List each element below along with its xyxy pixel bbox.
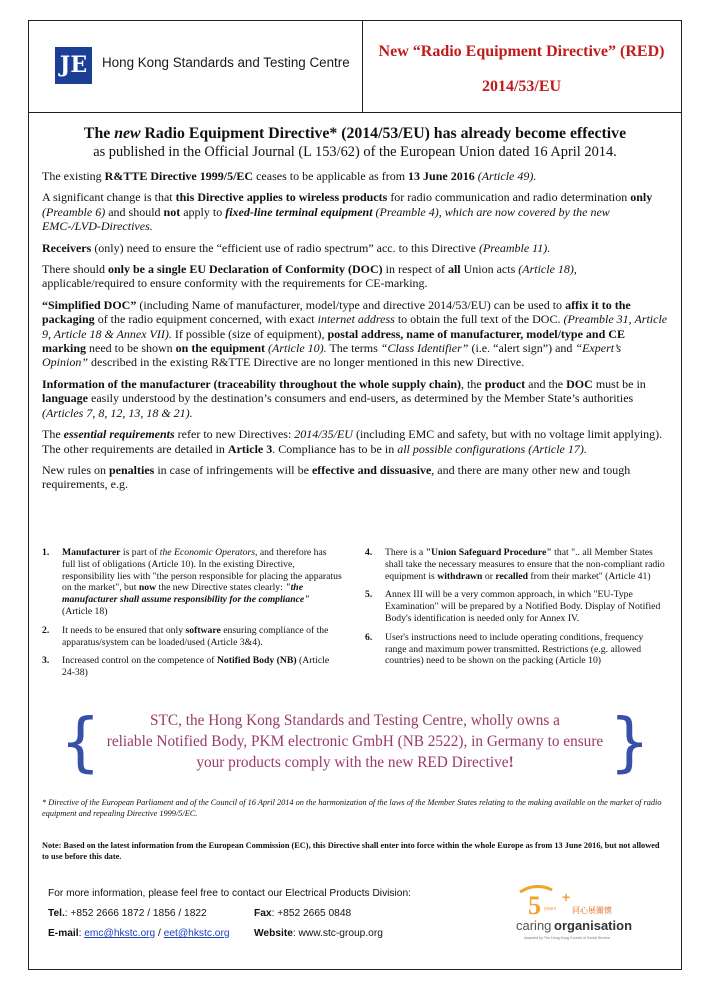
paragraph-rtte: The existing R&TTE Directive 1999/5/EC ceases to be applicable as from 13 June 2016 (Article 49).	[42, 169, 537, 183]
email-link-eet[interactable]: eet@hkstc.org	[163, 928, 230, 939]
paragraph-penalties: New rules on penalties in case of infringements will be effective and dissuasive, and there are many other new and tough requirements, e.g.	[42, 462, 631, 492]
org-name: Hong Kong Standards and Testing Centre	[102, 55, 350, 70]
contact-phone-row	[48, 904, 411, 924]
note: Note: Based on the latest information from the European Commission (EC), this Directive shall enter into force within the whole Europe as from 13 June 2016, but not allowed to use before this date.	[42, 841, 660, 861]
list-item: 1. Manufacturer is part of the Economic Operators, and therefore has full list of obligations (Article 10). In the existing Directive, responsibility lies with "the person responsible for placing the apparatus on the market", but now the new Directive states clearly: "the manufacturer shall assume responsibility for the compliance" (Article 18)	[42, 547, 342, 617]
email-link-emc[interactable]: emc@hkstc.org	[84, 928, 156, 939]
list-item: 2. It needs to be ensured that only software ensuring compliance of the apparatus/system can be loaded/used (Article 3&4).	[42, 624, 329, 648]
title-panel	[363, 20, 680, 112]
list-left-column	[42, 547, 342, 686]
footnote: * Directive of the European Parliament and of the Council of 16 April 2014 on the harmonization of the laws of the Member States relating to the making available on the market of radio equipment and repealing Directive 1999/5/EC.	[42, 798, 662, 818]
caring-organisation-logo	[512, 880, 652, 952]
stc-banner	[60, 708, 650, 778]
paragraph-scope: A significant change is that this Directive applies to wireless products for radio communication and radio determination only (Preamble 6) and should not apply to fixed-line terminal equipment (Preamble 4), which are now covered by the new EMC-/LVD-Directives.	[42, 190, 653, 234]
caring-word: caring	[516, 918, 552, 933]
years-label: years	[544, 906, 557, 912]
title-line-2: 2014/53/EU	[481, 78, 562, 95]
stc-banner-text: STC, the Hong Kong Standards and Testing Centre, wholly owns a reliable Notified Body, PKM electronic GmbH (NB 2522), in Germany to ensure your products comply with the new RED Directive!	[106, 712, 604, 771]
headline: The new Radio Equipment Directive* (2014/53/EU) has already become effective	[83, 125, 627, 142]
list-item: 5. Annex III will be a very common approach, in which "EU-Type Examination" will be prepared by a Notified Body. Display of Notified Body's identification is needed only for Annex IV.	[365, 589, 661, 624]
contact-intro: For more information, please feel free to contact our Electrical Products Division:	[48, 888, 411, 899]
right-brace-icon: }	[609, 706, 650, 780]
plus-sign: +	[562, 889, 571, 905]
contact-block	[48, 884, 411, 944]
chinese-label: 同心展關懷	[572, 906, 612, 915]
tel: Tel.: +852 2666 1872 / 1856 / 1822	[48, 908, 207, 919]
contact-email-row: E-mail: emc@hkstc.org / eet@hkstc.org Website: www.stc-group.org	[48, 924, 411, 944]
title-line-1: New “Radio Equipment Directive” (RED)	[378, 43, 665, 60]
headline-subtitle: as published in the Official Journal (L 153/62) of the European Union dated 16 April 2014.	[93, 144, 617, 160]
paragraph-doc: There should only be a single EU Declaration of Conformity (DOC) in respect of all Union acts (Article 18), applicable/required to ensure conformity with the requirements for CE-marking.	[42, 262, 577, 291]
paragraph-essential: The essential requirements refer to new Directives: 2014/35/EU (including EMC and safety, but with no voltage limit applying). The other requirements are detailed in Article 3. Compliance has to be in all possible configurations (Article 17).	[42, 427, 663, 456]
caring-tagline: Awarded by The Hong Kong Council of Social Service	[524, 936, 610, 940]
caring-logo-icon	[512, 880, 652, 952]
website: Website: www.stc-group.org	[254, 928, 383, 939]
paragraph-information: Information of the manufacturer (traceability throughout the whole supply chain), the product and the DOC must be in language easily understood by the destination’s consumers and end-users, as determined by the Member State’s authorities (Articles 7, 8, 12, 13, 18 & 21).	[42, 376, 646, 420]
list-item: 3. Increased control on the competence of Notified Body (NB) (Article 24-38)	[42, 655, 330, 679]
header	[28, 20, 682, 113]
list-item: 4. There is a "Union Safeguard Procedure" that ".. all Member States shall take the necessary measures to ensure that the non-compliant radio equipment is withdrawn or recalled from their market" (Article 41)	[365, 547, 665, 582]
paragraph-simplified-doc: “Simplified DOC” (including Name of manufacturer, model/type and directive 2014/53/EU) can be used to affix it to the packaging of the radio equipment concerned, with exact internet address to obtain the full text of the DOC. (Preamble 31, Article 9, Article 18 & Annex VII). If possible (size of equipment), postal address, name of manufacturer, model/type and CE marking need to be shown on the equipment (Article 10). The terms “Class Identifier” (i.e. “alert sign”) and “Expert’s Opinion” described in the existing R&TTE Directive are no longer mentioned in this new Directive.	[42, 297, 668, 370]
organisation-word: organisation	[554, 918, 633, 933]
stc-logo-icon: JE	[55, 47, 92, 84]
years-number: 5	[528, 891, 541, 920]
left-brace-icon: {	[60, 706, 101, 780]
list-right-column	[365, 547, 665, 674]
main-content	[42, 124, 668, 499]
list-item: 6. User's instructions need to include operating conditions, frequency range and maximum power transmitted. Restrictions (e.g. allowed countries) need to be shown on the packing (Article 10)	[365, 631, 644, 667]
logo-panel	[28, 20, 363, 112]
paragraph-receivers: Receivers (only) need to ensure the “efficient use of radio spectrum” acc. to this Directive (Preamble 11).	[42, 240, 551, 255]
fax: Fax: +852 2665 0848	[254, 908, 352, 919]
